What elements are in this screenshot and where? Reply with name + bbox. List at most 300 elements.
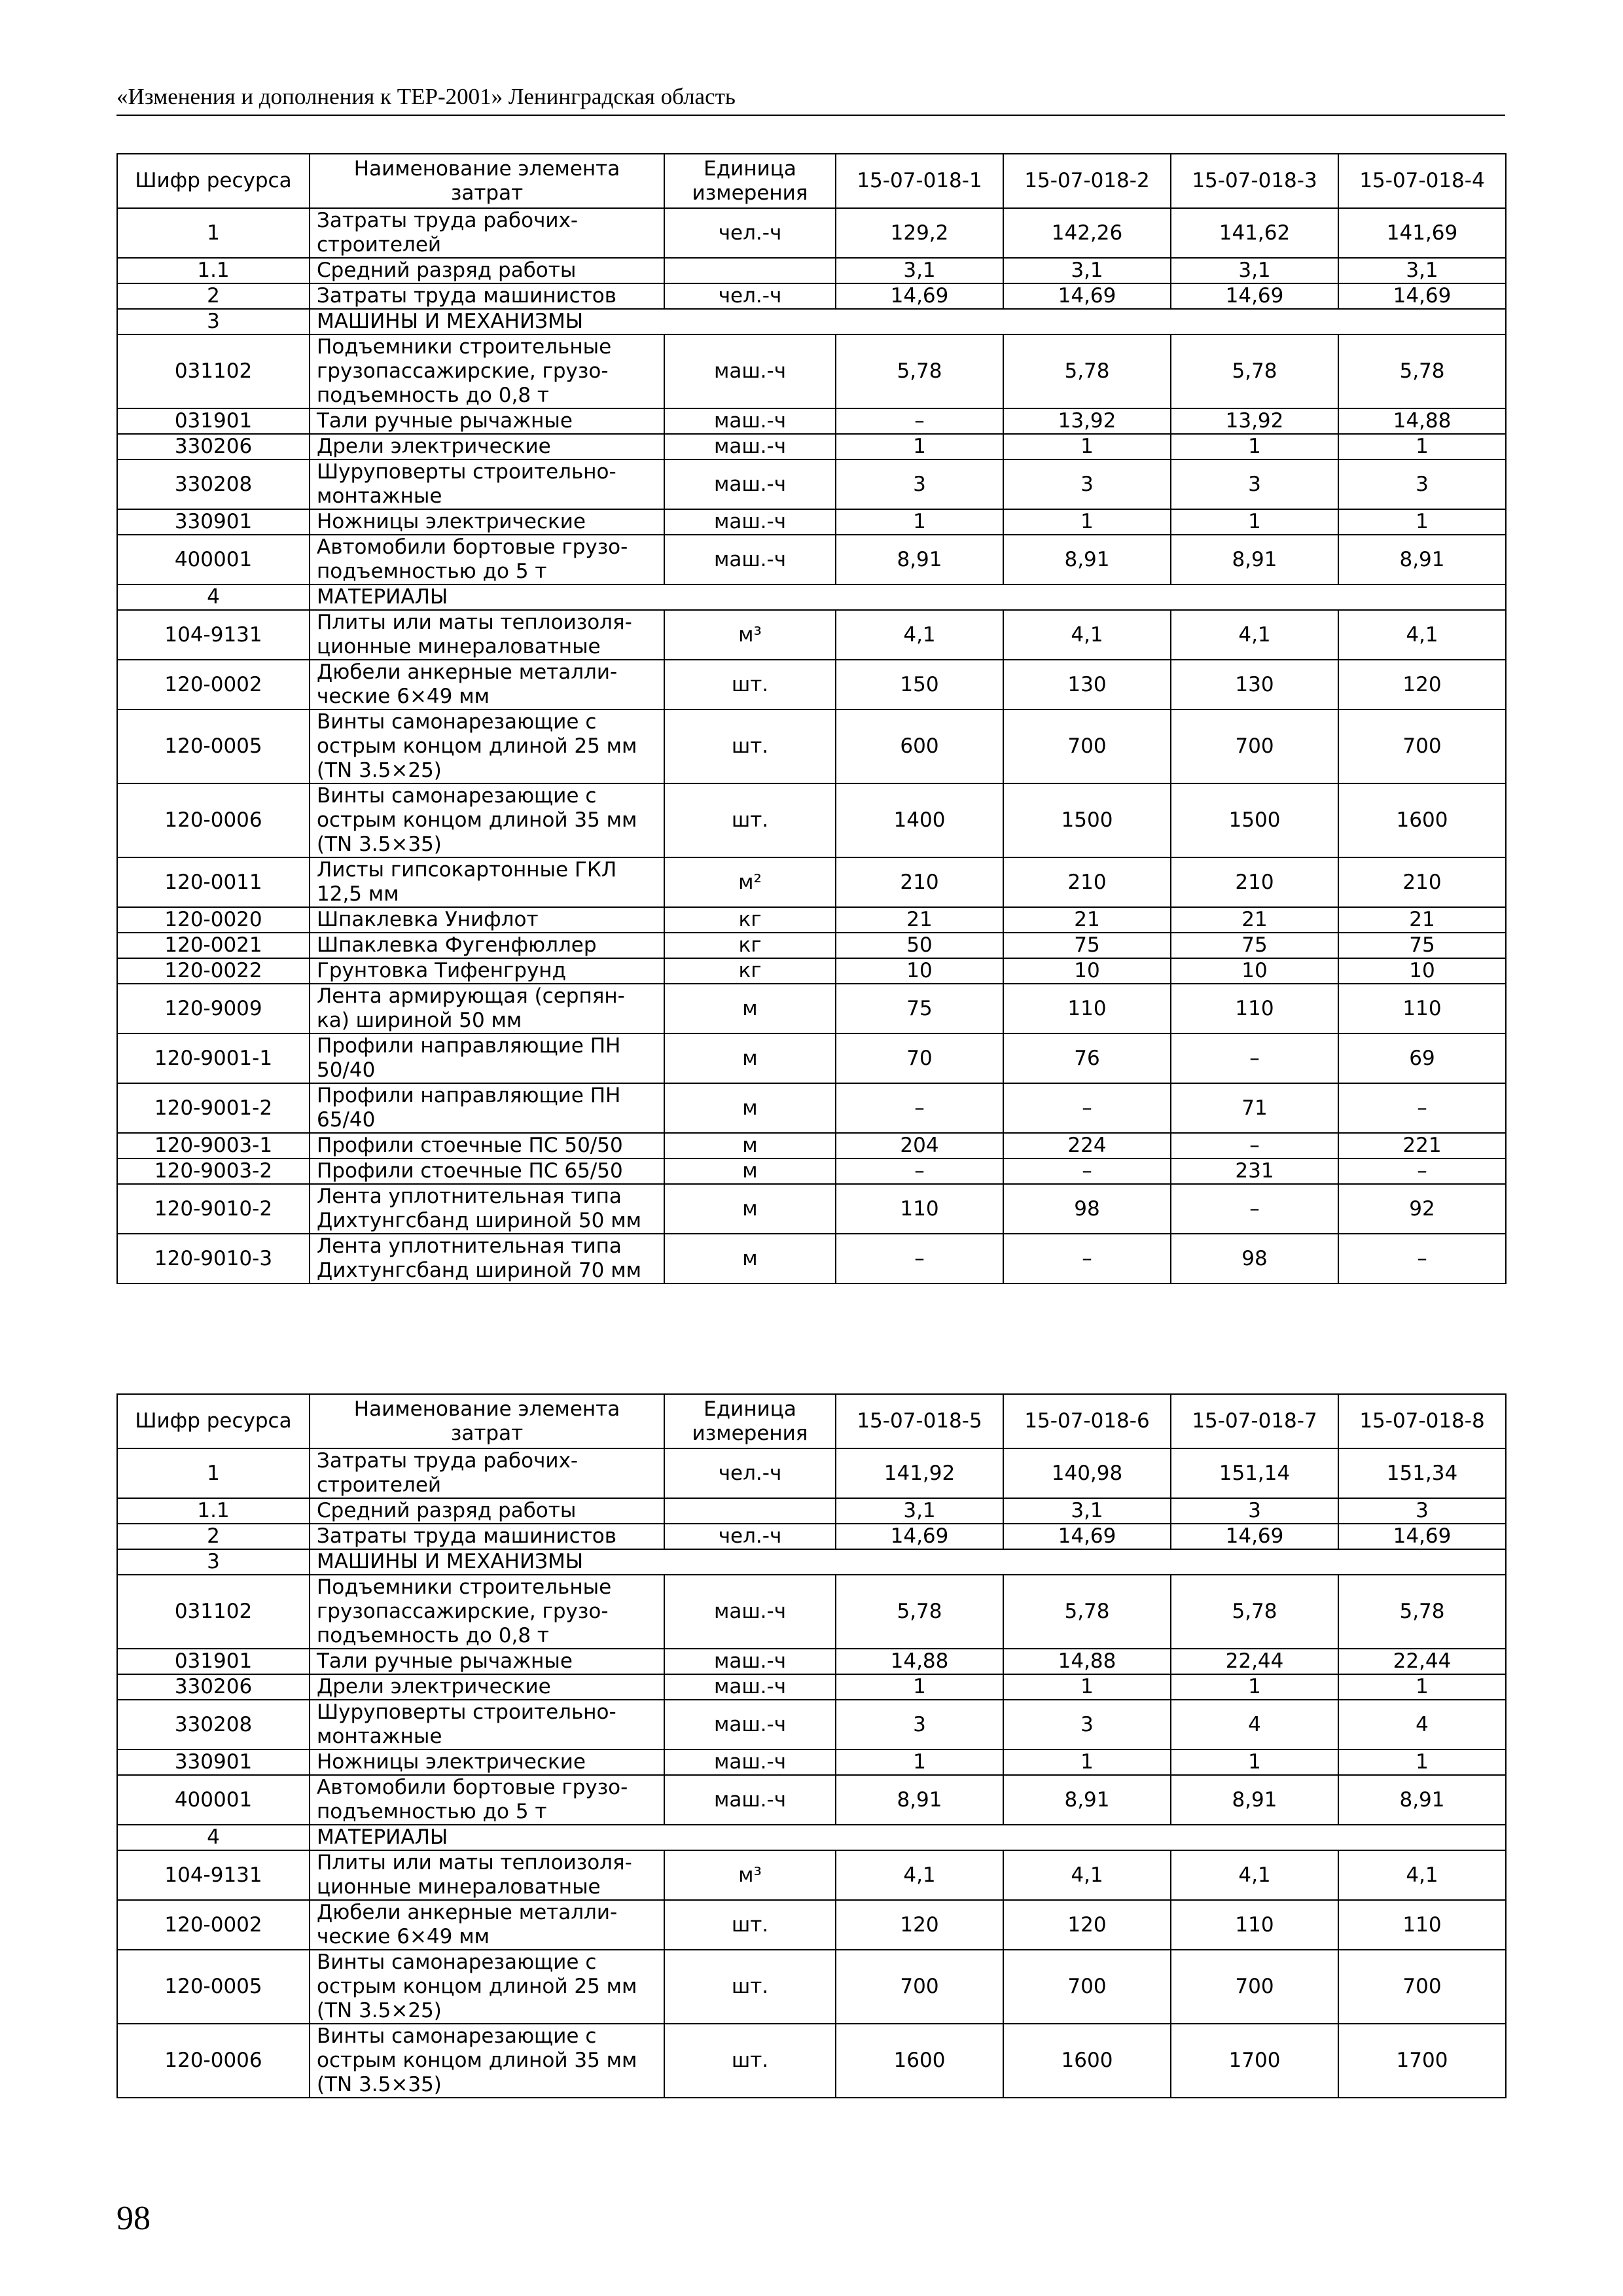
value-cell: 120 <box>1003 1900 1171 1950</box>
header-row <box>117 1394 1506 1448</box>
table-row <box>117 408 1506 434</box>
resource-name: Шуруповерты строительно-монтажные <box>310 1700 664 1749</box>
unit: м <box>664 1083 836 1133</box>
value-cell: – <box>1003 1234 1171 1283</box>
value-cell: 21 <box>1003 907 1171 933</box>
value-cell: 1600 <box>1003 2024 1171 2098</box>
value-cell: 600 <box>836 709 1003 783</box>
unit: чел.-ч <box>664 1448 836 1498</box>
value-cell: 1 <box>836 434 1003 459</box>
resource-code: 120-0006 <box>117 783 310 857</box>
value-cell: 8,91 <box>1171 1775 1338 1825</box>
table-row <box>117 459 1506 509</box>
table-row <box>117 610 1506 660</box>
resource-name: Грунтовка Тифенгрунд <box>310 958 664 984</box>
value-cell: 92 <box>1338 1184 1506 1234</box>
value-cell: 141,92 <box>836 1448 1003 1498</box>
value-cell: 8,91 <box>1003 1775 1171 1825</box>
value-cell: 1500 <box>1171 783 1338 857</box>
resource-name: Дюбели анкерные металли-ческие 6×49 мм <box>310 660 664 709</box>
resource-code: 120-9001-1 <box>117 1033 310 1083</box>
value-cell: 3 <box>1338 459 1506 509</box>
resource-name: Винты самонарезающие с острым концом длиной 25 мм (TN 3.5×25) <box>310 1950 664 2024</box>
value-cell: 141,62 <box>1171 208 1338 258</box>
resource-name: Дрели электрические <box>310 1674 664 1700</box>
table-row <box>117 1700 1506 1749</box>
value-cell: 141,69 <box>1338 208 1506 258</box>
resource-name: Профили направляющие ПН 50/40 <box>310 1033 664 1083</box>
value-cell: 8,91 <box>1338 535 1506 584</box>
resource-name: Затраты труда машинистов <box>310 283 664 309</box>
value-cell: 700 <box>1003 709 1171 783</box>
table-row <box>117 509 1506 535</box>
resource-code: 120-0022 <box>117 958 310 984</box>
page-header: «Изменения и дополнения к ТЕР-2001» Ленинградская область <box>116 83 1505 116</box>
table-row <box>117 907 1506 933</box>
unit: маш.-ч <box>664 509 836 535</box>
value-cell: 700 <box>836 1950 1003 2024</box>
value-cell: – <box>1338 1234 1506 1283</box>
resource-name: Лента армирующая (серпян-ка) шириной 50 мм <box>310 984 664 1033</box>
value-cell: 1400 <box>836 783 1003 857</box>
value-cell: 120 <box>1338 660 1506 709</box>
unit: маш.-ч <box>664 535 836 584</box>
value-cell: 5,78 <box>1003 1575 1171 1649</box>
table-row <box>117 1158 1506 1184</box>
value-cell: – <box>1171 1184 1338 1234</box>
value-cell: 14,69 <box>1338 1524 1506 1549</box>
resource-code: 104-9131 <box>117 610 310 660</box>
value-cell: 210 <box>836 857 1003 907</box>
table-row <box>117 1184 1506 1234</box>
table-row <box>117 1234 1506 1283</box>
value-cell: 204 <box>836 1133 1003 1158</box>
value-cell: 4,1 <box>1338 1850 1506 1900</box>
unit: маш.-ч <box>664 1649 836 1674</box>
unit: маш.-ч <box>664 1749 836 1775</box>
value-cell: 1 <box>1003 1674 1171 1700</box>
table-row <box>117 933 1506 958</box>
resource-name: Винты самонарезающие с острым концом длиной 25 мм (TN 3.5×25) <box>310 709 664 783</box>
resource-code: 104-9131 <box>117 1850 310 1900</box>
unit: м <box>664 1234 836 1283</box>
value-cell: 110 <box>1338 1900 1506 1950</box>
value-cell: 14,69 <box>1171 1524 1338 1549</box>
unit: маш.-ч <box>664 334 836 408</box>
value-cell: 5,78 <box>1171 1575 1338 1649</box>
value-cell: 1 <box>836 1749 1003 1775</box>
value-cell: – <box>836 1158 1003 1184</box>
value-cell: 210 <box>1171 857 1338 907</box>
value-cell: 4 <box>1171 1700 1338 1749</box>
resource-code: 330208 <box>117 459 310 509</box>
resource-name: Профили направляющие ПН 65/40 <box>310 1083 664 1133</box>
value-cell: – <box>1338 1083 1506 1133</box>
unit: шт. <box>664 783 836 857</box>
value-cell: 14,69 <box>836 283 1003 309</box>
resource-code: 330208 <box>117 1700 310 1749</box>
unit: шт. <box>664 660 836 709</box>
unit: маш.-ч <box>664 434 836 459</box>
column-header: 15-07-018-1 <box>836 154 1003 208</box>
value-cell: 10 <box>1338 958 1506 984</box>
value-cell: 98 <box>1171 1234 1338 1283</box>
unit: м <box>664 984 836 1033</box>
value-cell: 1 <box>1003 509 1171 535</box>
table-row <box>117 2024 1506 2098</box>
unit: маш.-ч <box>664 1674 836 1700</box>
value-cell: – <box>1171 1133 1338 1158</box>
value-cell: 3,1 <box>1003 1498 1171 1524</box>
column-header: 15-07-018-3 <box>1171 154 1338 208</box>
resource-name: Автомобили бортовые грузо-подъемностью до 5 т <box>310 1775 664 1825</box>
value-cell: 210 <box>1003 857 1171 907</box>
resource-code: 120-9009 <box>117 984 310 1033</box>
section-title: МАШИНЫ И МЕХАНИЗМЫ <box>310 309 1506 334</box>
unit: шт. <box>664 2024 836 2098</box>
unit <box>664 1498 836 1524</box>
table-row <box>117 1033 1506 1083</box>
value-cell: 1600 <box>1338 783 1506 857</box>
resource-name: Подъемники строительные грузопассажирские, грузо-подъемность до 0,8 т <box>310 334 664 408</box>
table-row <box>117 208 1506 258</box>
unit: маш.-ч <box>664 1700 836 1749</box>
value-cell: – <box>836 408 1003 434</box>
resource-code: 120-0005 <box>117 709 310 783</box>
table-row <box>117 1083 1506 1133</box>
value-cell: 3 <box>1003 459 1171 509</box>
value-cell: 221 <box>1338 1133 1506 1158</box>
column-header: Наименование элемента затрат <box>310 1394 664 1448</box>
value-cell: 4,1 <box>1003 1850 1171 1900</box>
value-cell: 130 <box>1171 660 1338 709</box>
value-cell: 3,1 <box>1338 258 1506 283</box>
resource-code: 031102 <box>117 334 310 408</box>
resource-code: 120-0005 <box>117 1950 310 2024</box>
header-row <box>117 154 1506 208</box>
resource-code: 330206 <box>117 1674 310 1700</box>
resource-name: Профили стоечные ПС 50/50 <box>310 1133 664 1158</box>
value-cell: 700 <box>1171 1950 1338 2024</box>
value-cell: 10 <box>1003 958 1171 984</box>
unit: маш.-ч <box>664 408 836 434</box>
unit: чел.-ч <box>664 208 836 258</box>
resource-code: 3 <box>117 1549 310 1575</box>
resource-code: 120-0002 <box>117 660 310 709</box>
value-cell: 224 <box>1003 1133 1171 1158</box>
value-cell: 8,91 <box>836 1775 1003 1825</box>
resource-code: 120-9001-2 <box>117 1083 310 1133</box>
value-cell: 5,78 <box>1338 1575 1506 1649</box>
value-cell: 4 <box>1338 1700 1506 1749</box>
value-cell: 1 <box>1338 1749 1506 1775</box>
resource-code: 330901 <box>117 509 310 535</box>
unit: м² <box>664 857 836 907</box>
value-cell: 13,92 <box>1003 408 1171 434</box>
value-cell: 120 <box>836 1900 1003 1950</box>
value-cell: 142,26 <box>1003 208 1171 258</box>
value-cell: 700 <box>1338 1950 1506 2024</box>
resource-code: 120-0020 <box>117 907 310 933</box>
value-cell: 110 <box>1003 984 1171 1033</box>
column-header: 15-07-018-5 <box>836 1394 1003 1448</box>
value-cell: 5,78 <box>1171 334 1338 408</box>
resource-code: 120-0006 <box>117 2024 310 2098</box>
unit: кг <box>664 958 836 984</box>
value-cell: 22,44 <box>1171 1649 1338 1674</box>
resource-code: 1.1 <box>117 1498 310 1524</box>
resource-code: 120-0021 <box>117 933 310 958</box>
section-row <box>117 584 1506 610</box>
table-row <box>117 958 1506 984</box>
resource-name: Шпаклевка Фугенфюллер <box>310 933 664 958</box>
value-cell: 3 <box>1171 1498 1338 1524</box>
value-cell: 8,91 <box>1171 535 1338 584</box>
value-cell: 14,88 <box>1003 1649 1171 1674</box>
resource-name: Тали ручные рычажные <box>310 1649 664 1674</box>
resource-name: Шпаклевка Унифлот <box>310 907 664 933</box>
resource-name: Листы гипсокартонные ГКЛ 12,5 мм <box>310 857 664 907</box>
resource-name: Затраты труда рабочих-строителей <box>310 1448 664 1498</box>
value-cell: 71 <box>1171 1083 1338 1133</box>
table-row <box>117 1950 1506 2024</box>
value-cell: 8,91 <box>1338 1775 1506 1825</box>
value-cell: 1700 <box>1171 2024 1338 2098</box>
resource-code: 1 <box>117 1448 310 1498</box>
value-cell: 151,14 <box>1171 1448 1338 1498</box>
section-row <box>117 1825 1506 1850</box>
value-cell: 3 <box>836 459 1003 509</box>
value-cell: 1600 <box>836 2024 1003 2098</box>
value-cell: 5,78 <box>1338 334 1506 408</box>
resource-code: 1.1 <box>117 258 310 283</box>
value-cell: 1 <box>1171 1749 1338 1775</box>
resource-name: Средний разряд работы <box>310 258 664 283</box>
value-cell: 75 <box>1171 933 1338 958</box>
value-cell: 1 <box>836 1674 1003 1700</box>
resource-code: 2 <box>117 283 310 309</box>
value-cell: 151,34 <box>1338 1448 1506 1498</box>
value-cell: 69 <box>1338 1033 1506 1083</box>
value-cell: 1 <box>836 509 1003 535</box>
table-row <box>117 783 1506 857</box>
resource-code: 031102 <box>117 1575 310 1649</box>
column-header: 15-07-018-6 <box>1003 1394 1171 1448</box>
value-cell: 14,69 <box>1003 1524 1171 1549</box>
column-header: Единица измерения <box>664 1394 836 1448</box>
table-row <box>117 1775 1506 1825</box>
value-cell: 98 <box>1003 1184 1171 1234</box>
resource-code: 120-9010-3 <box>117 1234 310 1283</box>
value-cell: 4,1 <box>1338 610 1506 660</box>
unit: м <box>664 1133 836 1158</box>
table-row <box>117 1749 1506 1775</box>
unit <box>664 258 836 283</box>
value-cell: 70 <box>836 1033 1003 1083</box>
value-cell: 3 <box>1171 459 1338 509</box>
value-cell: 150 <box>836 660 1003 709</box>
value-cell: 3,1 <box>1171 258 1338 283</box>
value-cell: 50 <box>836 933 1003 958</box>
section-row <box>117 1549 1506 1575</box>
value-cell: 75 <box>1003 933 1171 958</box>
table-row <box>117 1575 1506 1649</box>
value-cell: 1 <box>1171 434 1338 459</box>
resource-code: 120-9010-2 <box>117 1184 310 1234</box>
value-cell: 1 <box>1338 1674 1506 1700</box>
resource-code: 031901 <box>117 1649 310 1674</box>
value-cell: – <box>836 1083 1003 1133</box>
value-cell: 8,91 <box>836 535 1003 584</box>
resource-code: 120-0002 <box>117 1900 310 1950</box>
value-cell: 75 <box>836 984 1003 1033</box>
value-cell: 1 <box>1171 509 1338 535</box>
value-cell: 4,1 <box>1171 1850 1338 1900</box>
value-cell: 700 <box>1003 1950 1171 2024</box>
resource-name: Лента уплотнительная типа Дихтунгсбанд шириной 70 мм <box>310 1234 664 1283</box>
unit: кг <box>664 907 836 933</box>
resource-name: Автомобили бортовые грузо-подъемностью до 5 т <box>310 535 664 584</box>
table-row <box>117 1649 1506 1674</box>
value-cell: 4,1 <box>836 1850 1003 1900</box>
resource-name: Винты самонарезающие с острым концом длиной 35 мм (TN 3.5×35) <box>310 783 664 857</box>
resource-name: Тали ручные рычажные <box>310 408 664 434</box>
column-header: Шифр ресурса <box>117 1394 310 1448</box>
unit: маш.-ч <box>664 459 836 509</box>
table-row <box>117 857 1506 907</box>
value-cell: 14,69 <box>836 1524 1003 1549</box>
column-header: 15-07-018-4 <box>1338 154 1506 208</box>
value-cell: 1 <box>1338 434 1506 459</box>
value-cell: 4,1 <box>836 610 1003 660</box>
resource-name: Средний разряд работы <box>310 1498 664 1524</box>
value-cell: 14,88 <box>1338 408 1506 434</box>
resource-name: Плиты или маты теплоизоля-ционные минераловатные <box>310 1850 664 1900</box>
value-cell: 8,91 <box>1003 535 1171 584</box>
column-header: Единица измерения <box>664 154 836 208</box>
value-cell: 14,69 <box>1338 283 1506 309</box>
value-cell: 21 <box>1338 907 1506 933</box>
resource-name: Дрели электрические <box>310 434 664 459</box>
section-title: МАШИНЫ И МЕХАНИЗМЫ <box>310 1549 1506 1575</box>
resource-table <box>116 153 1507 1284</box>
resource-name: Лента уплотнительная типа Дихтунгсбанд шириной 50 мм <box>310 1184 664 1234</box>
value-cell: – <box>1338 1158 1506 1184</box>
value-cell: 14,69 <box>1003 283 1171 309</box>
table-row <box>117 709 1506 783</box>
resource-name: Винты самонарезающие с острым концом длиной 35 мм (TN 3.5×35) <box>310 2024 664 2098</box>
value-cell: 1 <box>1171 1674 1338 1700</box>
unit: шт. <box>664 709 836 783</box>
value-cell: 231 <box>1171 1158 1338 1184</box>
value-cell: 5,78 <box>1003 334 1171 408</box>
unit: м <box>664 1184 836 1234</box>
table-row <box>117 984 1506 1033</box>
value-cell: 3,1 <box>836 258 1003 283</box>
value-cell: 1500 <box>1003 783 1171 857</box>
unit: чел.-ч <box>664 1524 836 1549</box>
column-header: Шифр ресурса <box>117 154 310 208</box>
section-title: МАТЕРИАЛЫ <box>310 1825 1506 1850</box>
unit: маш.-ч <box>664 1775 836 1825</box>
unit: м³ <box>664 610 836 660</box>
value-cell: 210 <box>1338 857 1506 907</box>
resource-code: 330206 <box>117 434 310 459</box>
section-title: МАТЕРИАЛЫ <box>310 584 1506 610</box>
value-cell: 110 <box>1171 1900 1338 1950</box>
value-cell: – <box>1003 1158 1171 1184</box>
value-cell: 10 <box>1171 958 1338 984</box>
table-row <box>117 1448 1506 1498</box>
resource-code: 4 <box>117 584 310 610</box>
resource-name: Затраты труда рабочих-строителей <box>310 208 664 258</box>
table-row <box>117 535 1506 584</box>
value-cell: 3 <box>836 1700 1003 1749</box>
value-cell: 1700 <box>1338 2024 1506 2098</box>
value-cell: 75 <box>1338 933 1506 958</box>
value-cell: 700 <box>1338 709 1506 783</box>
value-cell: 110 <box>1338 984 1506 1033</box>
table-row <box>117 334 1506 408</box>
resource-code: 400001 <box>117 1775 310 1825</box>
table-row <box>117 258 1506 283</box>
unit: м³ <box>664 1850 836 1900</box>
value-cell: 140,98 <box>1003 1448 1171 1498</box>
table-row <box>117 660 1506 709</box>
resource-code: 120-9003-1 <box>117 1133 310 1158</box>
value-cell: 4,1 <box>1003 610 1171 660</box>
section-row <box>117 309 1506 334</box>
value-cell: 1 <box>1003 434 1171 459</box>
table-row <box>117 283 1506 309</box>
resource-code: 330901 <box>117 1749 310 1775</box>
column-header: 15-07-018-7 <box>1171 1394 1338 1448</box>
unit: чел.-ч <box>664 283 836 309</box>
unit: шт. <box>664 1900 836 1950</box>
resource-code: 120-0011 <box>117 857 310 907</box>
value-cell: 21 <box>1171 907 1338 933</box>
column-header: 15-07-018-2 <box>1003 154 1171 208</box>
resource-name: Ножницы электрические <box>310 1749 664 1775</box>
resource-code: 3 <box>117 309 310 334</box>
value-cell: 110 <box>836 1184 1003 1234</box>
value-cell: 130 <box>1003 660 1171 709</box>
unit: маш.-ч <box>664 1575 836 1649</box>
value-cell: 110 <box>1171 984 1338 1033</box>
resource-code: 2 <box>117 1524 310 1549</box>
value-cell: 1 <box>1338 509 1506 535</box>
resource-name: Шуруповерты строительно-монтажные <box>310 459 664 509</box>
resource-code: 120-9003-2 <box>117 1158 310 1184</box>
value-cell: 22,44 <box>1338 1649 1506 1674</box>
value-cell: 3 <box>1338 1498 1506 1524</box>
resource-name: Дюбели анкерные металли-ческие 6×49 мм <box>310 1900 664 1950</box>
resource-name: Профили стоечные ПС 65/50 <box>310 1158 664 1184</box>
table-row <box>117 434 1506 459</box>
table-row <box>117 1850 1506 1900</box>
value-cell: 5,78 <box>836 1575 1003 1649</box>
value-cell: – <box>1003 1083 1171 1133</box>
value-cell: 10 <box>836 958 1003 984</box>
value-cell: 700 <box>1171 709 1338 783</box>
resource-table <box>116 1393 1507 2098</box>
unit: м <box>664 1033 836 1083</box>
table-row <box>117 1900 1506 1950</box>
resource-name: Затраты труда машинистов <box>310 1524 664 1549</box>
resource-name: Ножницы электрические <box>310 509 664 535</box>
table-row <box>117 1133 1506 1158</box>
value-cell: 1 <box>1003 1749 1171 1775</box>
